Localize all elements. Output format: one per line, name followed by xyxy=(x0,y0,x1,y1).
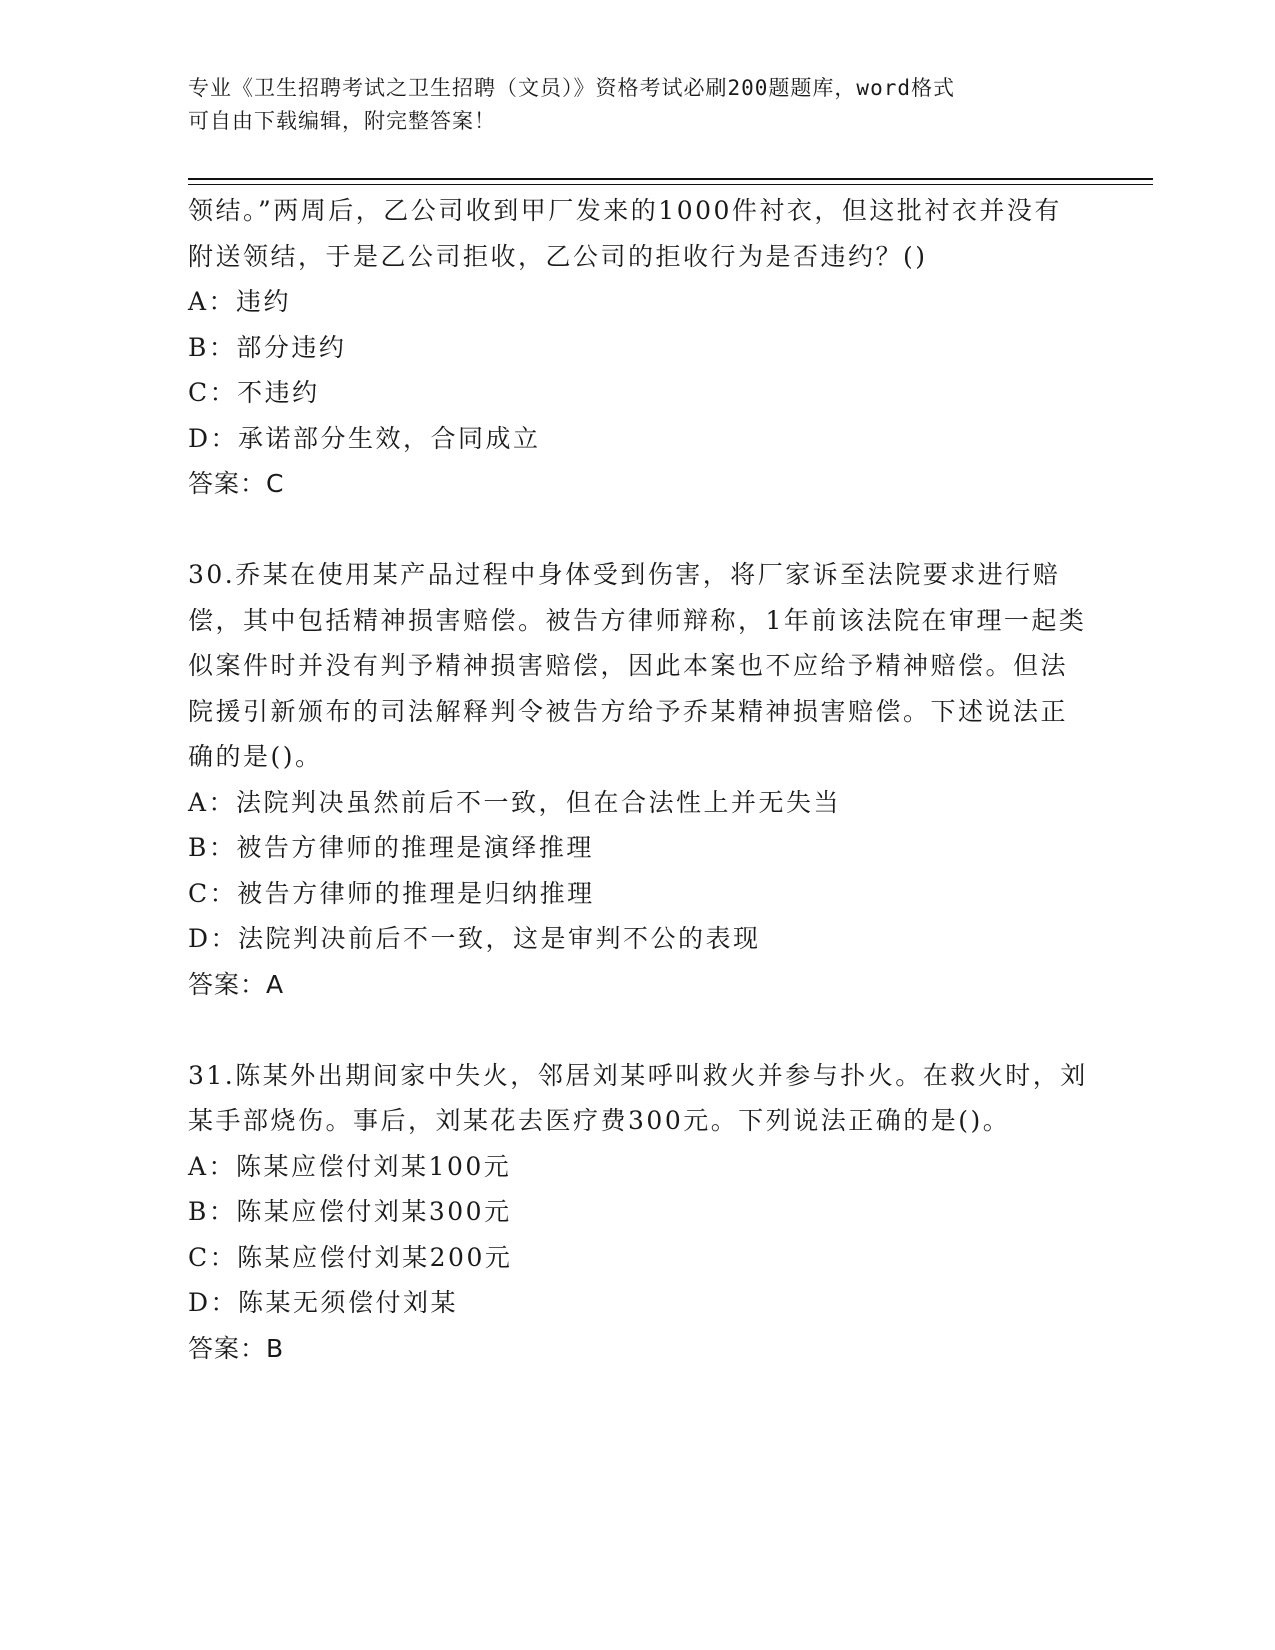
option-d: D：承诺部分生效，合同成立 xyxy=(188,423,541,453)
option-b: B：被告方律师的推理是演绎推理 xyxy=(188,833,594,862)
option-a: A：法院判决虽然前后不一致，但在合法性上并无失当 xyxy=(188,787,842,817)
question-text: 30.乔某在使用某产品过程中身体受到伤害，将厂家诉至法院要求进行赔偿，其中包括精神损害赔偿。被告方律师辩称，1年前该法院在审理一起类似案件时并没有判予精神损害赔偿，因此本案也不应给予精神赔偿。但法院援引新颁布的司法解释判令被告方给予乔某精神损害赔偿。下述说法正确的是()。 xyxy=(188,560,1087,771)
option-b: B：部分违约 xyxy=(188,332,347,362)
option-c: C：陈某应偿付刘某200元 xyxy=(188,1242,513,1272)
question-text: 领结。”两周后，乙公司收到甲厂发来的1000件衬衣，但这批衬衣并没有附送领结，于是乙公司拒收，乙公司的拒收行为是否违约？() xyxy=(188,196,1062,271)
option-a: A：陈某应偿付刘某100元 xyxy=(188,1151,512,1181)
option-d: D：陈某无须偿付刘某 xyxy=(188,1288,459,1317)
answer-label: 答案：B xyxy=(188,1333,285,1363)
question-spacer xyxy=(188,1007,1088,1053)
question-text: 31.陈某外出期间家中失火，邻居刘某呼叫救火并参与扑火。在救火时，刘某手部烧伤。事后，刘某花去医疗费300元。下列说法正确的是()。 xyxy=(188,1060,1088,1135)
header-divider-thick xyxy=(188,178,1153,180)
question-29 xyxy=(188,188,1088,507)
option-d: D：法院判决前后不一致，这是审判不公的表现 xyxy=(188,924,761,953)
document-header xyxy=(188,72,1068,138)
option-c: C：不违约 xyxy=(188,378,320,407)
question-list xyxy=(188,188,1088,1371)
answer-label: 答案：C xyxy=(188,469,285,498)
header-line-2: 可自由下载编辑，附完整答案！ xyxy=(188,109,496,133)
option-a: A：违约 xyxy=(188,287,292,316)
question-31 xyxy=(188,1053,1088,1372)
option-c: C：被告方律师的推理是归纳推理 xyxy=(188,878,595,908)
header-divider-thin xyxy=(188,184,1153,185)
header-line-1: 专业《卫生招聘考试之卫生招聘（文员）》资格考试必刷200题题库，word格式 xyxy=(188,76,955,100)
question-spacer xyxy=(188,507,1088,553)
answer-label: 答案：A xyxy=(188,969,285,999)
option-b: B：陈某应偿付刘某300元 xyxy=(188,1197,512,1226)
question-30 xyxy=(188,552,1088,1007)
